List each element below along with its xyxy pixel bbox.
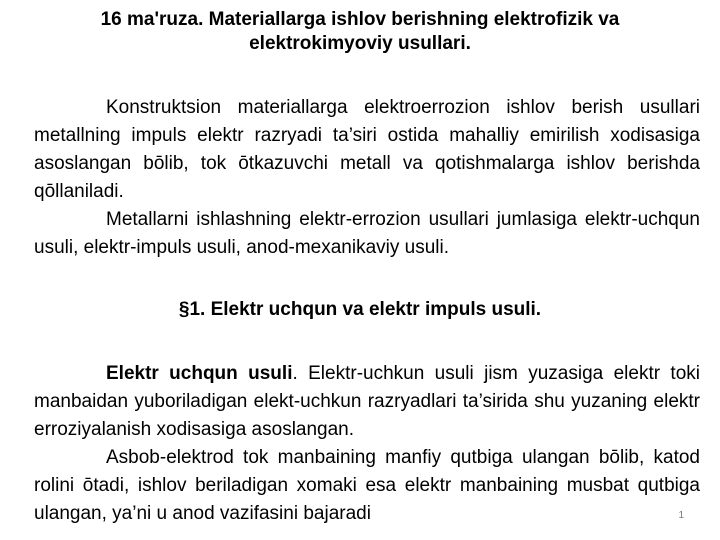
paragraph-methods: Metallarni ishlashning elektr-errozion usullari jumlasiga elektr-uchqun usuli, elektr-impuls usuli, anod-mexanikaviy usuli. [34, 209, 700, 258]
paragraph-electrode: Asbob-elektrod tok manbaining manfiy qutbiga ulangan bōlib, katod rolini ōtadi, ishlov beriladigan xomaki esa elektr manbaining musbat qutbiga ulangan, ya’ni u anod vazifasini bajaradi [34, 447, 700, 524]
section-heading: §1. Elektr uchqun va elektr impuls usuli. [178, 299, 542, 320]
spark-method-text: . Elektr-uchkun usuli jism yuzasiga elektr toki manbaidan yuboriladigan elekt-uchkun razryadlari ta’sirida shu yuzaning elektr erroziyalanish xodisasiga asoslangan. [34, 363, 700, 440]
paragraph-intro: Konstruktsion materiallarga elektroerrozion ishlov berish usullari metallning impuls elektr razryadi ta’siri ostida mahalliy emirilish xodisasiga asoslangan bōlib, tok ōtkazuvchi metall va qotishmalarga ishlov berishda qōllaniladi. [34, 97, 700, 202]
lecture-title: 16 ma'ruza. Materiallarga ishlov berishning elektrofizik va elektrokimyoviy usullari. [100, 9, 620, 54]
page-number: 1 [678, 510, 684, 521]
paragraph-spark-method [34, 360, 700, 444]
spark-method-term: Elektr uchqun usuli [106, 363, 293, 384]
